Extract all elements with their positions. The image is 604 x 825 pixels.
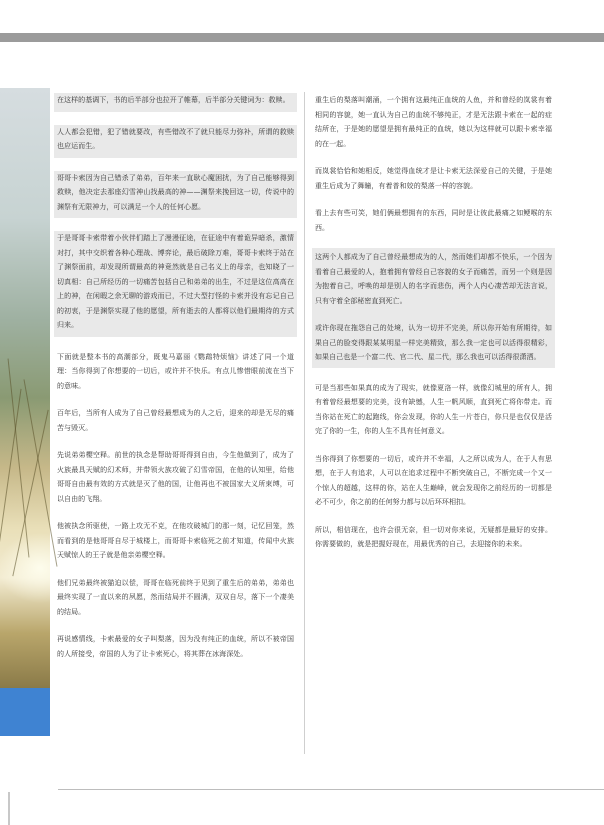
paragraph: 可是当那些如果真的成为了现实，就像夏洛一样，就像幻城里的所有人，拥有着曾经最想要的完美，没有缺憾，人生一帆风顺，直到死亡将你带走。而当你站在死亡的起跑线，你会发现，你的人生一片苍白，你只是也仅仅是活完了你的一生，你的人生不具有任何意义。 xyxy=(315,383,552,435)
paragraph: 看上去有些可笑，她们俩最想拥有的东西，同时是让彼此最痛之如鲠喉的东西。 xyxy=(315,209,552,232)
paragraph: 当你得到了你想要的一切后，或许并不幸福，人之所以成为人，在于人有思想，在于人有追求，人可以在追求过程中不断突破自己，不断完成一个又一个惊人的超越，这样的你，站在人生巅峰，就会发现你之前经历的一切都是必不可少，你之前的任何努力都与以后环环相扣。 xyxy=(315,454,552,506)
paragraph: 他被执念所驱使，一路上攻无不克，在他攻破城门的那一刻，记忆回笼，然而看到的是他哥哥自尽于城楼上，而哥哥卡索临死之前才知道，传闻中火族天赋惊人的王子就是他亲弟樱空释。 xyxy=(57,522,294,559)
column-divider xyxy=(304,92,305,754)
paragraph: 哥哥卡索因为自己错杀了弟弟，百年来一直耿心魔困扰，为了自己能够得到救赎，他决定去那座幻雪神山找最高的神——渊祭来挽回这一切，传说中的渊祭有无限神力，可以满足一个人的任何心愿。 xyxy=(54,171,297,219)
paragraph: 下面就是整本书的高潮部分，既鬼马嘉丽《鹦鹉特烦恼》讲述了同一个道理：当你得到了你想要的一切后，或许并不快乐。有点儿惨惜眼前流在当下的意味。 xyxy=(57,352,294,390)
paragraph: 百年后，当所有人成为了自己曾经最想成为的人之后，迎来的却是无尽的痛苦与毁灭。 xyxy=(57,409,294,432)
side-photo-strip xyxy=(0,88,50,688)
side-accent-line xyxy=(8,792,10,825)
side-accent-block xyxy=(0,688,50,736)
paragraph: 先说弟弟樱空释。前世的执念是帮助哥哥得到自由，今生他做到了，成为了火族最具天赋的幻术师，并带领火族攻破了幻雪帝国，在他的认知里，给他哥哥自由最有效的方式就是灭了他的国，让他再也不被国家大义所束缚，可以自由的飞翔。 xyxy=(57,451,294,503)
paragraph: 他们兄弟最终被猫迫以偿，哥哥在临死前终于见到了重生后的弟弟，弟弟也最终实现了一直以来的夙愿，然而结局并不圆满，双双自尽，落下一个凄美的结局。 xyxy=(57,578,294,616)
footer-rule xyxy=(58,789,604,790)
paragraph: 于是哥哥卡索带着小伙伴们踏上了漫漫征途，在征途中有着诡异暗杀，激情对打，其中交织着各种心理战、博弈论，最后破除万难，哥哥卡索终于站在了渊祭面前，却发现所谓最高的神竟然就是自己名义上的母亲，也知晓了一切真相：自己所经历的一切痛苦包括自己和弟弟的出生，不过是这位高高在上的神，在闲暇之余无聊的游戏而已，不过大型打怪的卡索并没有忘记自己的初衷，于是渊祭实现了他的愿望，所有逝去的人都将以他们最期待的方式归来。 xyxy=(54,231,297,337)
paragraph: 这两个人都成为了自己曾经最想成为的人，然而她们却都不快乐，一个因为看着自己最爱的人，抱着拥有曾经自己容貌的女子而痛苦，而另一个则是因为抱着自己，呼唤的却是别人的名字而悲伤，两个人内心凄苦却无法言说，只有守着全部秘密直到死亡。 xyxy=(315,253,552,305)
paragraph: 再说感情线，卡索最爱的女子叫梨落，因为没有纯正的血统，所以不被帝国的人所接受，帝国的人为了让卡索死心，将其葬在冰海深处。 xyxy=(57,635,294,658)
right-column xyxy=(315,93,552,565)
paragraph: 或许你现在拖怨自己的处境，认为一切并不完美，所以你开始有所期待，如果自己的脸变得跟某某明星一样完美精致，那么我一定也可以活得很精彩，如果自己也是一个富二代、官二代、星二代，那么我也可以活得很潇洒。 xyxy=(315,324,552,361)
top-header-bar xyxy=(0,33,604,42)
paragraph: 人人都会犯错，犯了错就要改，有些错改不了就只能尽力弥补，所谓的救赎也应运而生。 xyxy=(54,125,297,158)
left-column xyxy=(57,93,294,674)
paragraph: 所以，相信现在，也许会很无奈，但一切对你来说，无疑都是最好的安排。你需要做的，就是把握好现在，用最优秀的自己，去迎接你的未来。 xyxy=(315,525,552,548)
paragraph: 而岚裳恰恰和她相反，她觉得血统才是让卡索无法深爱自己的关键，于是她重生后成为了舞瞳，有着普和姣的梨落一样的容貌。 xyxy=(315,167,552,190)
paragraph: 重生后的梨落叫潮涌，一个拥有这最纯正血统的人鱼，并和曾经的岚裳有着相同的容貌，她一直认为自己的血统不够纯正，才是无法跟卡索在一起的症结所在，于是她的愿望是拥有最纯正的血统，她以为这样就可以跟卡索幸福的在一起。 xyxy=(315,96,552,148)
paragraph: 在这样的基调下，书的后半部分也拉开了帷幕，后半部分关键词为：救赎。 xyxy=(54,93,297,112)
highlighted-passage xyxy=(312,248,555,368)
